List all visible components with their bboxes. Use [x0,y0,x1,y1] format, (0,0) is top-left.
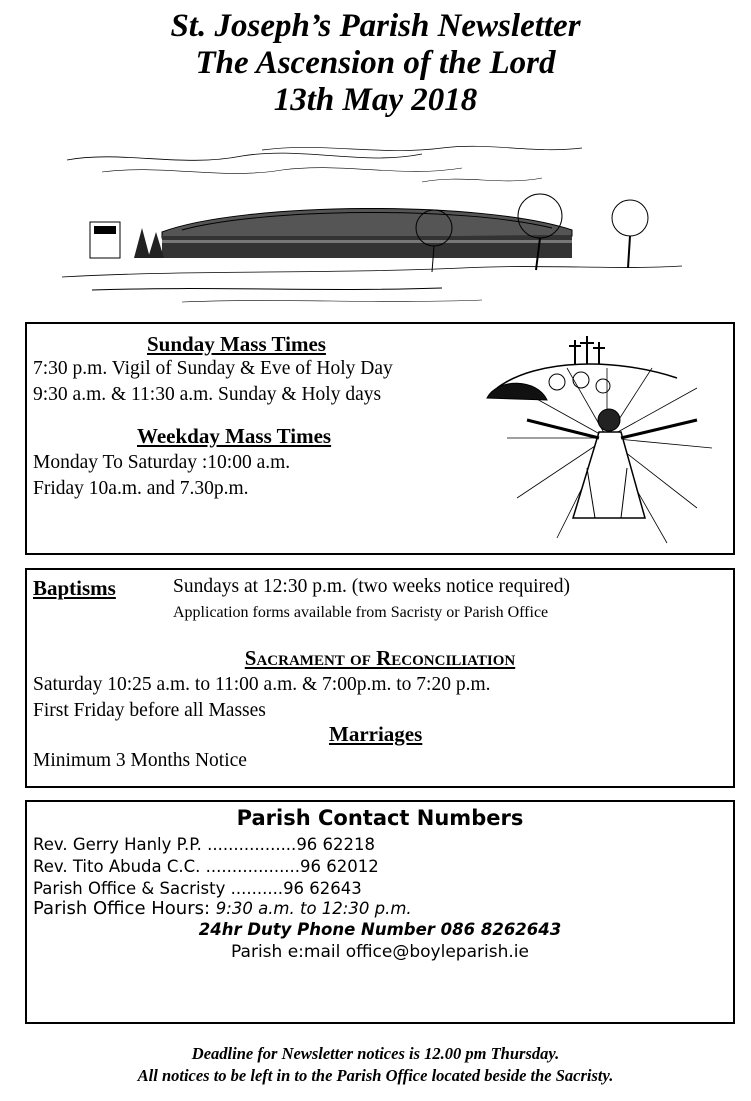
contact-list [33,834,379,900]
deadline-notice: Deadline for Newsletter notices is 12.00 pm Thursday. [191,1044,560,1063]
contact-numbers-box [25,800,735,1024]
reconciliation-heading: Sacrament of Reconciliation [244,646,516,670]
contact-name: Rev. Gerry Hanly P.P. ................. [33,835,297,854]
sacraments-box [25,568,735,788]
reconciliation-line: Saturday 10:25 a.m. to 11:00 a.m. & 7:00p.m. to 7:20 p.m. [33,674,491,695]
contact-phone: 96 62643 [283,879,362,898]
mass-times-box [25,322,735,555]
baptisms-application-note: Application forms available from Sacristy or Parish Office [173,604,549,621]
newsletter-date: 13th May 2018 [273,82,478,118]
office-hours [33,898,412,919]
reconciliation-line: First Friday before all Masses [33,700,266,721]
weekday-mass-heading: Weekday Mass Times [137,424,332,448]
sunday-mass-heading: Sunday Mass Times [147,332,326,356]
newsletter-title: St. Joseph’s Parish Newsletter [170,8,581,44]
baptisms-times: Sundays at 12:30 p.m. (two weeks notice required) [173,576,570,597]
sunday-mass-line: 7:30 p.m. Vigil of Sunday & Eve of Holy Day [33,358,393,379]
office-hours-label: Parish Office Hours: [33,898,211,919]
baptisms-heading: Baptisms [33,576,116,600]
parish-email: Parish e:mail office@boyleparish.ie [231,942,529,962]
marriages-heading: Marriages [329,722,423,746]
duty-phone-number: 24hr Duty Phone Number 086 8262643 [198,920,562,939]
contact-phone: 96 62218 [296,835,376,854]
reconciliation-list [33,672,491,724]
contact-phone: 96 62012 [300,857,379,876]
ascension-illustration [477,328,733,550]
weekday-mass-line: Monday To Saturday :10:00 a.m. [33,452,291,473]
marriages-notice: Minimum 3 Months Notice [33,750,247,771]
contact-row [33,856,379,878]
sunday-mass-list [33,356,393,408]
sunday-mass-line: 9:30 a.m. & 11:30 a.m. Sunday & Holy days [33,384,382,405]
church-sketch-illustration [62,142,682,312]
notice-location: All notices to be left in to the Parish Office located beside the Sacristy. [137,1066,614,1085]
weekday-mass-line: Friday 10a.m. and 7.30p.m. [33,478,249,499]
contact-heading: Parish Contact Numbers [236,806,524,830]
newsletter-footer [0,1043,751,1087]
contact-row [33,834,379,856]
office-hours-times: 9:30 a.m. to 12:30 p.m. [215,899,412,918]
contact-name: Parish Office & Sacristy .......... [33,879,284,898]
contact-name: Rev. Tito Abuda C.C. .................. [33,857,301,876]
newsletter-header [0,8,751,119]
weekday-mass-list [33,450,290,502]
feast-title: The Ascension of the Lord [195,45,556,81]
contact-row [33,878,379,900]
